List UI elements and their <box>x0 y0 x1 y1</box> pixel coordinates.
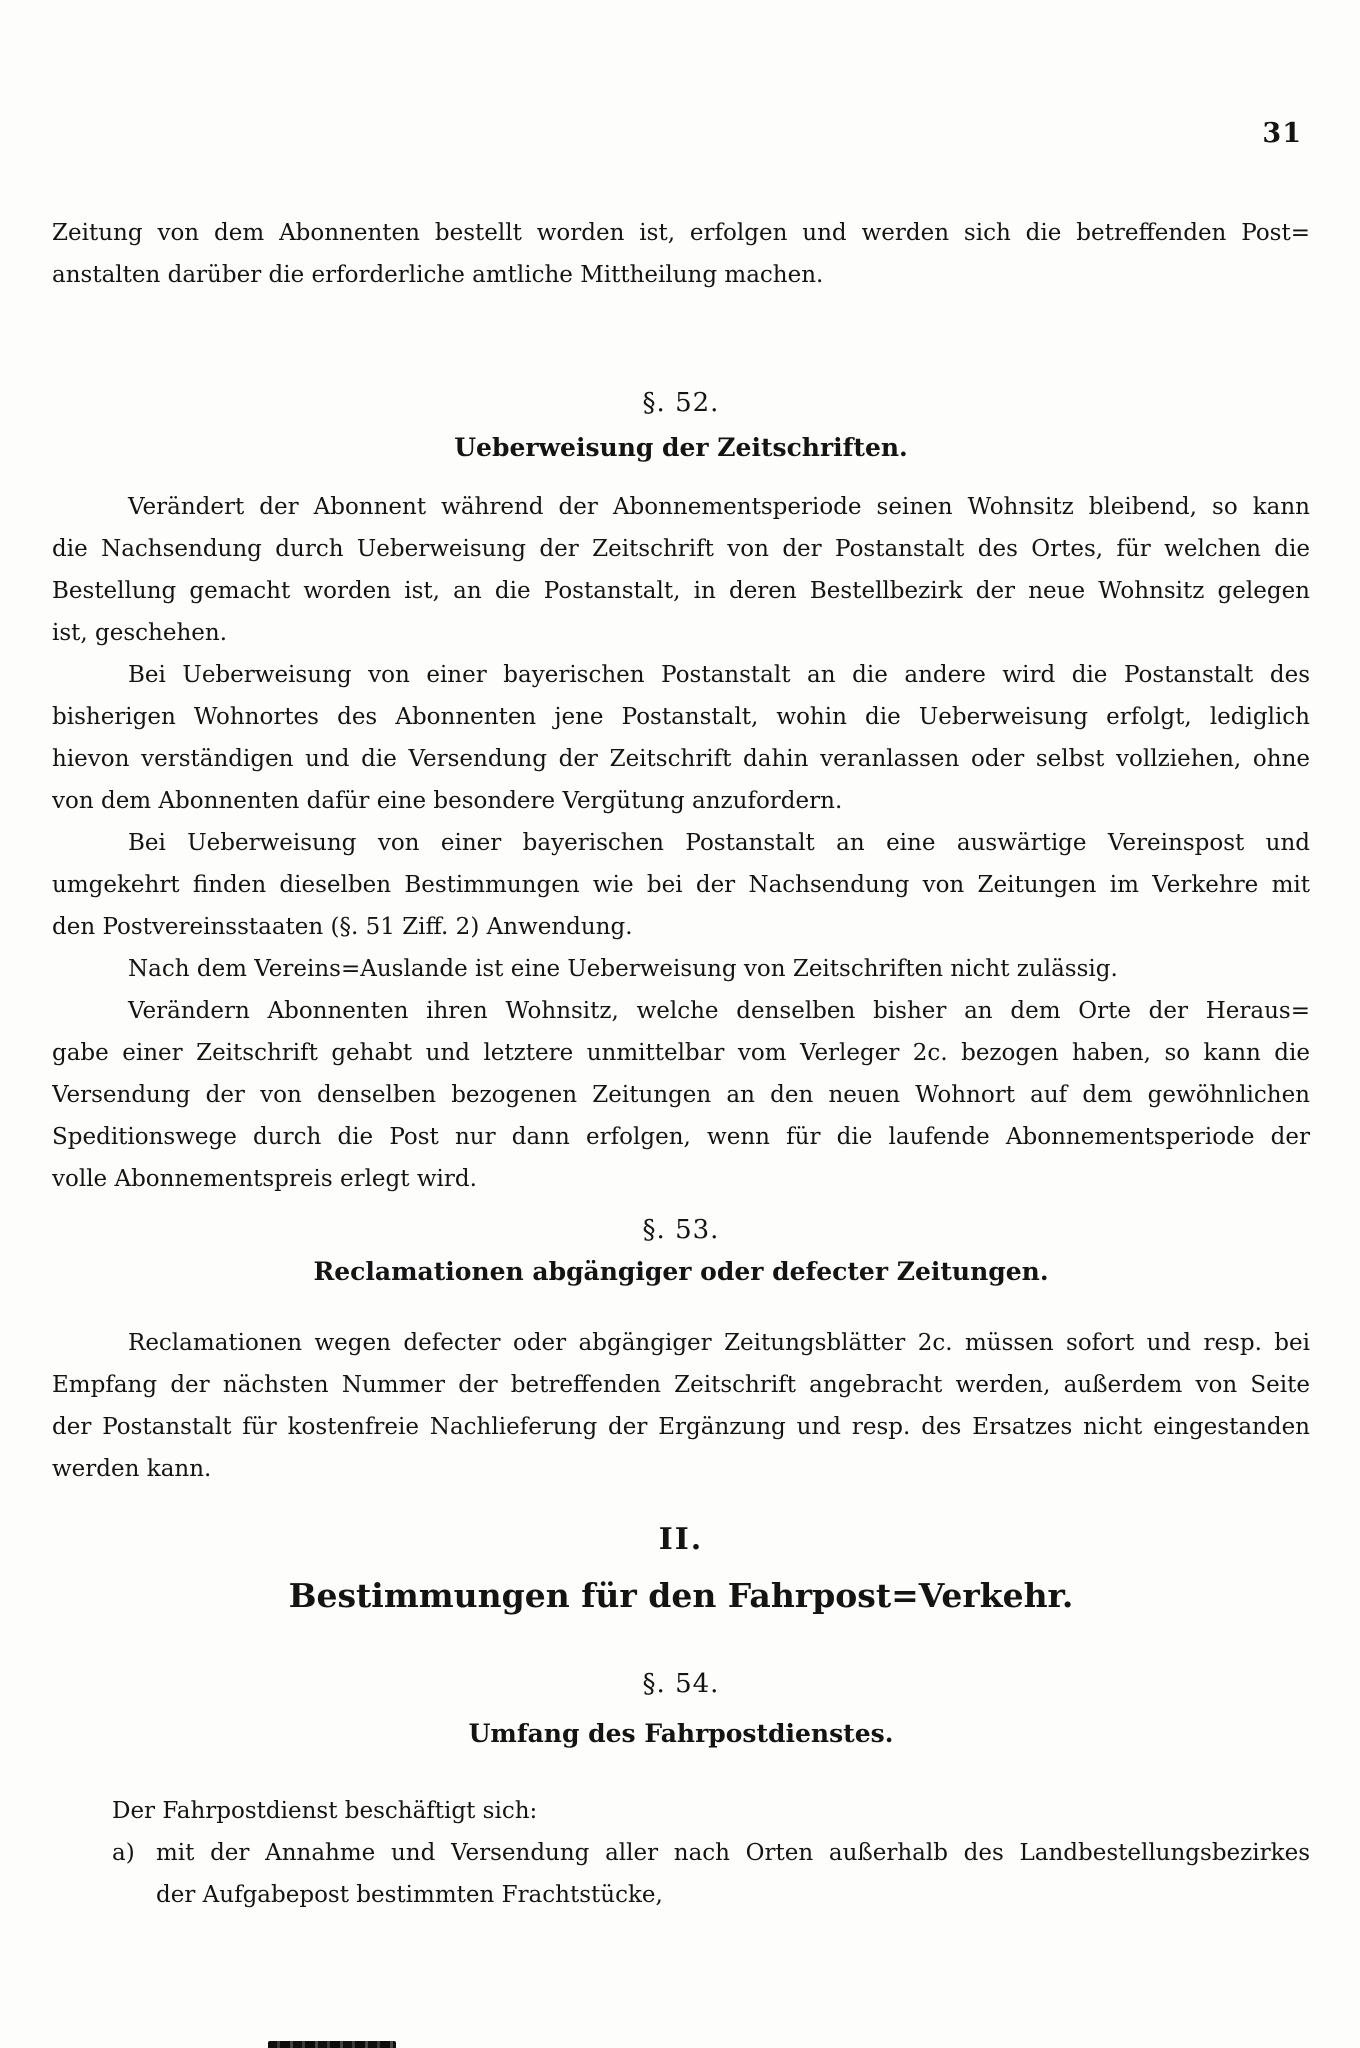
text-line: Bei Ueberweisung von einer bayerischen Postanstalt an die andere wird die Postanstalt des <box>128 662 1310 688</box>
text-line: anstalten darüber die erforderliche amtliche Mittheilung machen. <box>52 262 824 288</box>
part-2-title: Bestimmungen für den Fahrpost=Verkehr. <box>288 1576 1074 1615</box>
text-line: die Nachsendung durch Ueberweisung der Zeitschrift von der Postanstalt des Ortes, für welchen die <box>52 536 1310 562</box>
part-2-number: II. <box>658 1522 704 1557</box>
text-line: Versendung der von denselben bezogenen Zeitungen an den neuen Wohnort auf dem gewöhnlichen <box>52 1082 1310 1108</box>
text-line: Bei Ueberweisung von einer bayerischen Postanstalt an eine auswärtige Vereinspost und <box>128 830 1310 856</box>
page-number: 31 <box>1262 118 1302 149</box>
section-53-body <box>52 1322 1310 1490</box>
text-line: werden kann. <box>52 1456 212 1482</box>
section-53-number: §. 53. <box>642 1215 720 1245</box>
text-line: bisherigen Wohnortes des Abonnenten jene Postanstalt, wohin die Ueberweisung erfolgt, lediglich <box>52 704 1310 730</box>
list-item-a <box>112 1832 1310 1916</box>
section-54-title: Umfang des Fahrpostdienstes. <box>468 1719 894 1748</box>
section-53-title: Reclamationen abgängiger oder defecter Zeitungen. <box>313 1257 1049 1286</box>
text-line: der Postanstalt für kostenfreie Nachlieferung der Ergänzung und resp. des Ersatzes nicht eingestanden <box>52 1414 1310 1440</box>
text-line: Reclamationen wegen defecter oder abgängiger Zeitungsblätter 2c. müssen sofort und resp. bei <box>128 1330 1310 1356</box>
page-content <box>52 0 1310 1916</box>
text-line: von dem Abonnenten dafür eine besondere Vergütung anzufordern. <box>52 788 843 814</box>
text-line: Empfang der nächsten Nummer der betreffenden Zeitschrift angebracht werden, außerdem von Seite <box>52 1372 1310 1398</box>
section-52-title: Ueberweisung der Zeitschriften. <box>454 433 908 462</box>
section-54-number: §. 54. <box>642 1669 720 1699</box>
text-line: Verändern Abonnenten ihren Wohnsitz, welche denselben bisher an dem Orte der Heraus= <box>128 998 1310 1024</box>
list-item-text <box>156 1832 1310 1916</box>
text-line: hievon verständigen und die Versendung der Zeitschrift dahin veranlassen oder selbst vollziehen, ohne <box>52 746 1310 772</box>
section-52-body <box>52 486 1310 1200</box>
text-line: Speditionswege durch die Post nur dann erfolgen, wenn für die laufende Abonnementsperiode der <box>52 1124 1310 1150</box>
section-52-number: §. 52. <box>642 388 720 418</box>
text-line: der Aufgabepost bestimmten Frachtstücke, <box>156 1882 663 1908</box>
cutoff-next-line-fragment <box>268 2041 396 2048</box>
continuation-paragraph <box>52 212 1310 296</box>
text-line: gabe einer Zeitschrift gehabt und letztere unmittelbar vom Verleger 2c. bezogen haben, so kann die <box>52 1040 1310 1066</box>
section-54-intro: Der Fahrpostdienst beschäftigt sich: <box>112 1798 538 1824</box>
text-line: den Postvereinsstaaten (§. 51 Ziff. 2) Anwendung. <box>52 914 633 940</box>
text-line: umgekehrt finden dieselben Bestimmungen wie bei der Nachsendung von Zeitungen im Verkehre mit <box>52 872 1310 898</box>
text-line: ist, geschehen. <box>52 620 228 646</box>
text-line: Verändert der Abonnent während der Abonnementsperiode seinen Wohnsitz bleibend, so kann <box>128 494 1310 520</box>
text-line: mit der Annahme und Versendung aller nach Orten außerhalb des Landbestellungsbezirkes <box>156 1840 1310 1866</box>
list-item-marker: a) <box>112 1840 135 1866</box>
text-line: Bestellung gemacht worden ist, an die Postanstalt, in deren Bestellbezirk der neue Wohnsitz gelegen <box>52 578 1310 604</box>
text-line: volle Abonnementspreis erlegt wird. <box>52 1166 477 1192</box>
text-line: Nach dem Vereins=Auslande ist eine Ueberweisung von Zeitschriften nicht zulässig. <box>128 956 1118 982</box>
text-line: Zeitung von dem Abonnenten bestellt worden ist, erfolgen und werden sich die betreffenden Post= <box>52 220 1310 246</box>
